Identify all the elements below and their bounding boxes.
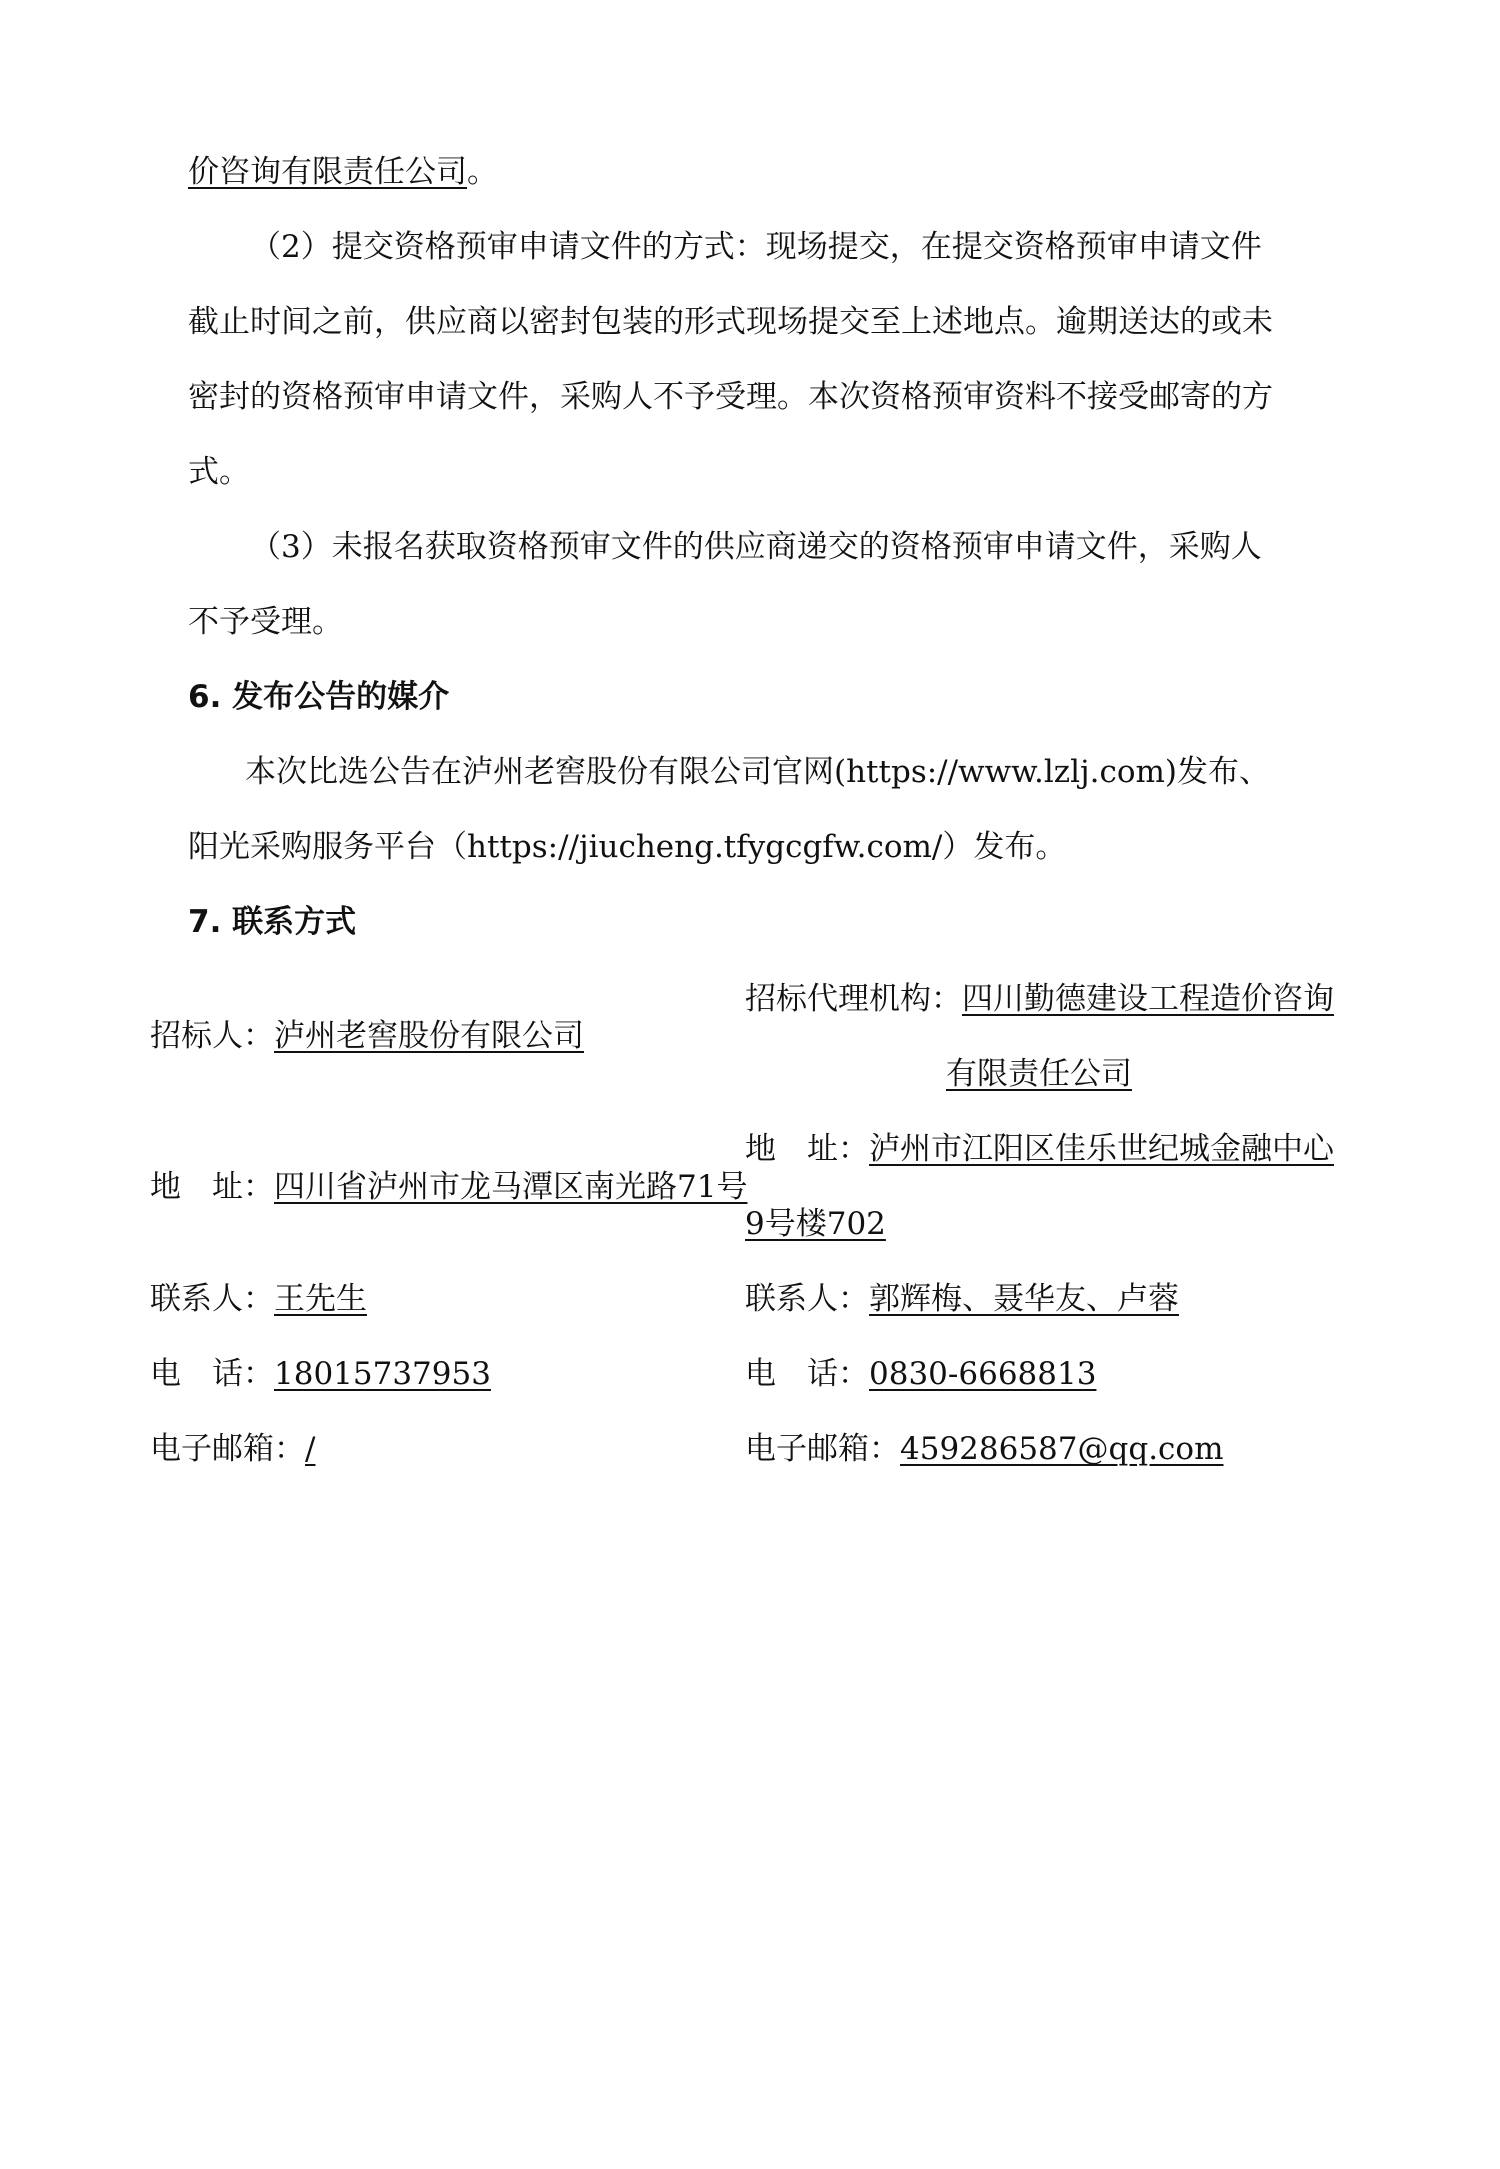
tenderer-email: / [305,1431,316,1467]
agency-address-cont: 9号楼702 [745,1206,886,1242]
agency-contact: 郭辉梅、聂华友、卢蓉 [869,1281,1179,1317]
tenderer-phone-row: 电 话：18015737953 [150,1356,491,1392]
paragraph-line: 式。 [188,454,250,490]
paragraph-line: 密封的资格预审申请文件，采购人不予受理。本次资格预审资料不接受邮寄的方 [188,379,1273,415]
agency-phone-row: 电 话：0830-6668813 [745,1356,1097,1392]
tenderer-phone: 18015737953 [274,1356,491,1392]
paragraph-line: 价咨询有限责任公司。 [188,154,498,190]
agency-email-row: 电子邮箱：459286587@qq.com [745,1431,1224,1467]
tenderer-contact-row: 联系人：王先生 [150,1281,367,1317]
paragraph-line: 阳光采购服务平台（https://jiucheng.tfygcgfw.com/）发布。 [188,829,1067,865]
tenderer-address: 四川省泸州市龙马潭区南光路71号 [274,1169,748,1205]
agency-value-cont: 有限责任公司 [946,1056,1132,1092]
tenderer-email-row: 电子邮箱：/ [150,1431,316,1467]
tenderer-value: 泸州老窖股份有限公司 [274,1018,584,1054]
agency-phone: 0830-6668813 [869,1356,1097,1392]
agency-address-row: 地 址：泸州市江阳区佳乐世纪城金融中心 [745,1131,1334,1167]
agency-name-tail: 价咨询有限责任公司 [188,154,467,190]
agency-address: 泸州市江阳区佳乐世纪城金融中心 [869,1131,1334,1167]
paragraph-line: 不予受理。 [188,604,343,640]
tenderer-contact: 王先生 [274,1281,367,1317]
section-heading: 6. 发布公告的媒介 [188,679,450,715]
paragraph-line: 截止时间之前，供应商以密封包装的形式现场提交至上述地点。逾期送达的或未 [188,304,1273,340]
paragraph-line: （3）未报名获取资格预审文件的供应商递交的资格预审申请文件，采购人 [250,529,1262,565]
tenderer-label: 招标人： [150,1018,274,1054]
agency-contact-row: 联系人：郭辉梅、聂华友、卢蓉 [745,1281,1179,1317]
agency-value: 四川勤德建设工程造价咨询 [962,981,1334,1017]
agency-label: 招标代理机构： [745,981,962,1017]
paragraph-line: （2）提交资格预审申请文件的方式：现场提交，在提交资格预审申请文件 [250,229,1262,265]
tenderer-address-row: 地 址：四川省泸州市龙马潭区南光路71号 [150,1169,748,1205]
section-heading: 7. 联系方式 [188,904,357,940]
agency-email: 459286587@qq.com [900,1431,1224,1467]
agency-row [745,979,1334,1019]
tenderer-row [150,1016,584,1056]
paragraph-line: 本次比选公告在泸州老窖股份有限公司官网(https://www.lzlj.com)发布、 [245,754,1270,790]
